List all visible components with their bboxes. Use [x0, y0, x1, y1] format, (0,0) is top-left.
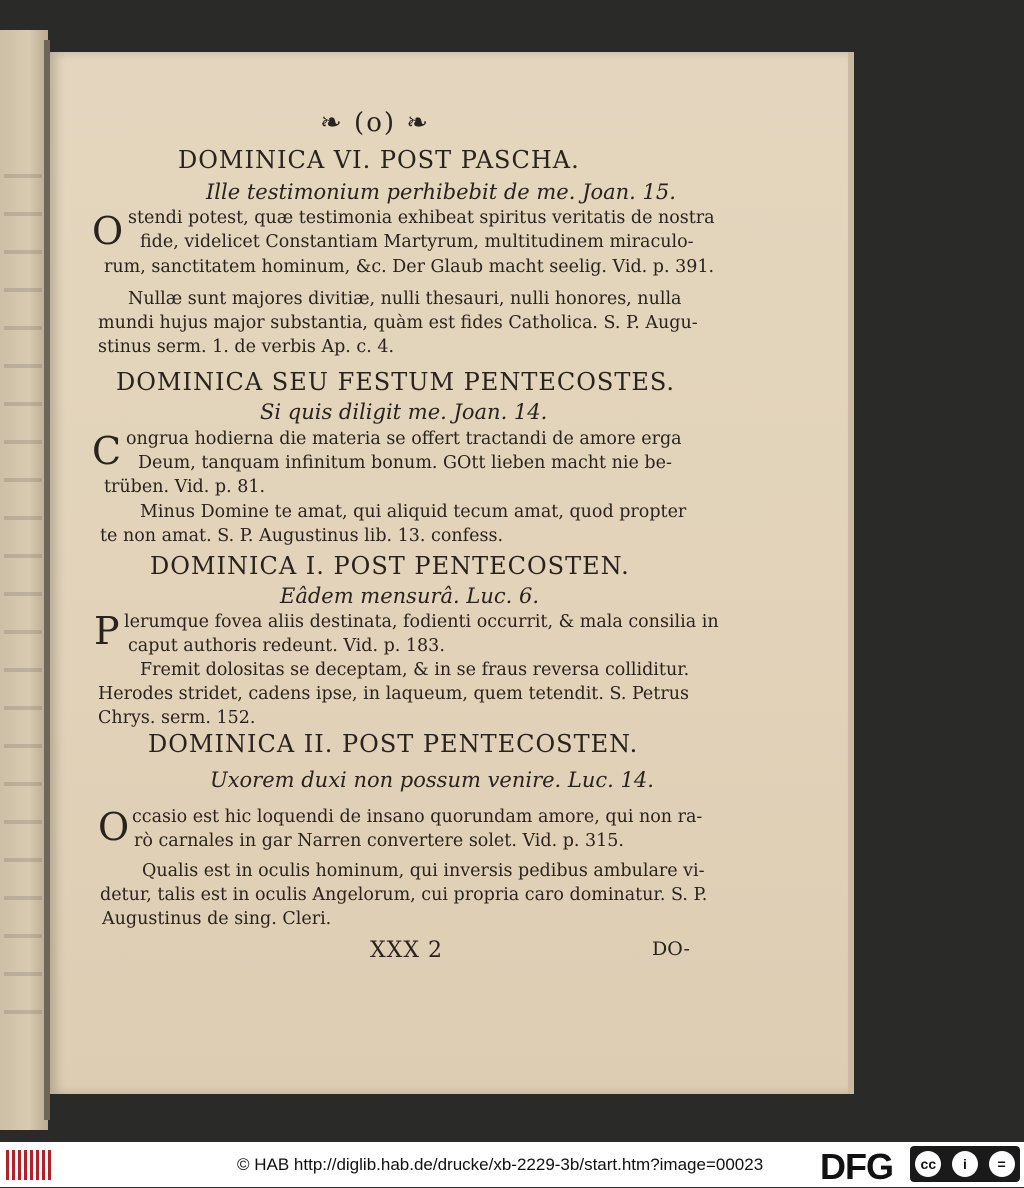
section-motto: Ille testimonium perhibebit de me. Joan. 15.	[206, 180, 676, 204]
credit-link[interactable]: © HAB http://diglib.hab.de/drucke/xb-2229-3b/start.htm?image=00023	[237, 1154, 764, 1174]
paragraph-line: Qualis est in oculis hominum, qui inversis pedibus ambulare vi-	[142, 861, 705, 881]
paragraph-line: Herodes stridet, cadens ipse, in laqueum, quem tetendit. S. Petrus	[98, 684, 689, 704]
drop-initial: O	[92, 209, 124, 253]
by-icon: i	[952, 1151, 978, 1177]
paragraph-line: te non amat. S. P. Augustinus lib. 13. confess.	[100, 526, 504, 546]
section-title: DOMINICA II. POST PENTECOSTEN.	[148, 730, 639, 758]
paragraph-line: Minus Domine te amat, qui aliquid tecum amat, quod propter	[140, 502, 687, 522]
paragraph-line: Augustinus de sing. Cleri.	[102, 909, 332, 929]
paragraph-line: detur, talis est in oculis Angelorum, cui propria caro dominatur. S. P.	[100, 885, 708, 905]
credit-bar	[0, 1142, 1024, 1187]
page-right-edge	[848, 52, 854, 1094]
paragraph-line: Chrys. serm. 152.	[98, 708, 256, 728]
sa-icon: =	[989, 1151, 1015, 1177]
catchword: DO-	[652, 938, 690, 960]
page-header: ❧ (o) ❧	[320, 108, 431, 138]
paragraph-line: rum, sanctitatem hominum, &c. Der Glaub macht seelig. Vid. p. 391.	[104, 257, 715, 277]
paragraph-line: stinus serm. 1. de verbis Ap. c. 4.	[98, 337, 395, 357]
paragraph-line: Deum, tanquam infinitum bonum. GOtt lieben macht nie be-	[138, 453, 672, 473]
dfg-logo: DFG	[820, 1146, 893, 1187]
cc-license-badge[interactable]	[910, 1146, 1020, 1182]
section-motto: Eâdem mensurâ. Luc. 6.	[280, 584, 540, 608]
drop-initial: P	[94, 609, 120, 653]
section-title: DOMINICA SEU FESTUM PENTECOSTES.	[116, 368, 676, 396]
section-title: DOMINICA I. POST PENTECOSTEN.	[150, 552, 630, 580]
paragraph-line: stendi potest, quæ testimonia exhibeat spiritus veritatis de nostra	[128, 208, 715, 228]
hab-logo-icon	[6, 1150, 52, 1180]
section-motto: Si quis diligit me. Joan. 14.	[260, 400, 548, 424]
paragraph-line: caput authoris redeunt. Vid. p. 183.	[128, 636, 445, 656]
paragraph-line: lerumque fovea aliis destinata, fodienti occurrit, & mala consilia in	[124, 612, 719, 632]
previous-page-text-bleed	[4, 140, 42, 1040]
cc-icon: cc	[915, 1151, 941, 1177]
paragraph-line: Fremit dolositas se deceptam, & in se fraus reversa colliditur.	[140, 660, 690, 680]
paragraph-line: ccasio est hic loquendi de insano quorundam amore, qui non ra-	[132, 807, 703, 827]
paragraph-line: mundi hujus major substantia, quàm est fides Catholica. S. P. Augu-	[98, 313, 698, 333]
drop-initial: O	[98, 805, 130, 849]
paragraph-line: fide, videlicet Constantiam Martyrum, multitudinem miraculo-	[140, 232, 694, 252]
paragraph-line: ongrua hodierna die materia se offert tractandi de amore erga	[126, 429, 682, 449]
section-motto: Uxorem duxi non possum venire. Luc. 14.	[210, 768, 654, 792]
drop-initial: C	[92, 429, 122, 473]
signature-mark: XXX 2	[370, 938, 443, 963]
paragraph-line: rò carnales in gar Narren convertere solet. Vid. p. 315.	[134, 831, 624, 851]
paragraph-line: Nullæ sunt majores divitiæ, nulli thesauri, nulli honores, nulla	[128, 289, 682, 309]
section-title: DOMINICA VI. POST PASCHA.	[178, 146, 580, 174]
paragraph-line: trüben. Vid. p. 81.	[104, 477, 266, 497]
